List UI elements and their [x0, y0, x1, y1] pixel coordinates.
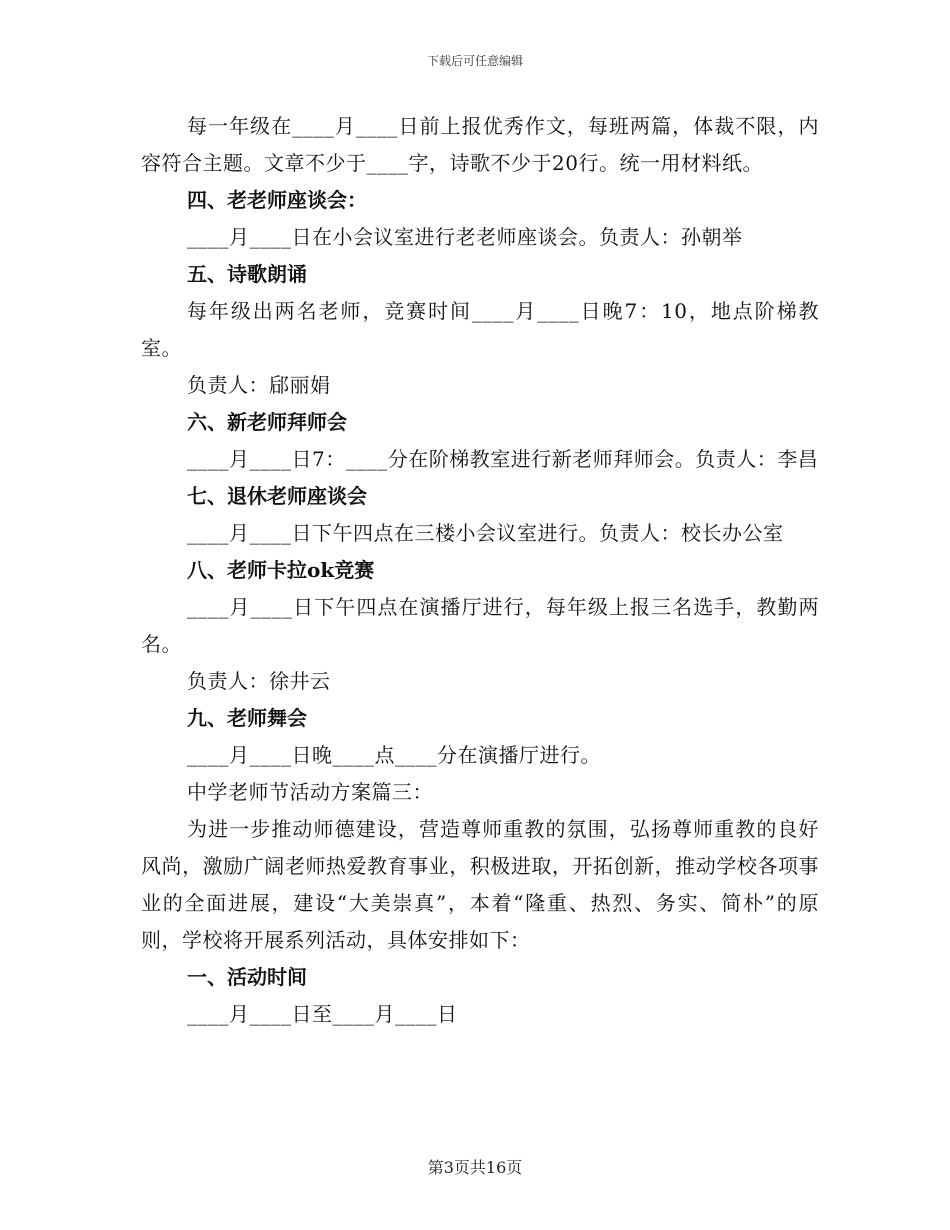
- section-heading: 四、老老师座谈会：: [187, 188, 367, 212]
- paragraph: ____月____日下午四点在演播厅进行，每年级上报三名选手，教勤两名。: [141, 595, 819, 656]
- page-header: 下载后可任意编辑: [426, 54, 523, 68]
- paragraph: 负责人：徐井云: [187, 669, 331, 693]
- paragraph: 中学老师节活动方案篇三：: [187, 780, 433, 804]
- page-number: 第3页共16页: [427, 1158, 523, 1177]
- paragraph: ____月____日下午四点在三楼小会议室进行。负责人：校长办公室: [187, 521, 784, 545]
- paragraph: 每年级出两名老师，竞赛时间____月____日晚7：10，地点阶梯教室。: [141, 299, 819, 360]
- section-heading: 八、老师卡拉ok竞赛: [187, 558, 375, 582]
- section-heading: 一、活动时间: [187, 965, 307, 989]
- paragraph: ____月____日7：____分在阶梯教室进行新老师拜师会。负责人：李昌: [187, 447, 819, 471]
- section-heading: 六、新老师拜师会: [187, 410, 347, 434]
- section-heading: 九、老师舞会: [187, 706, 307, 730]
- paragraph: ____月____日至____月____日: [187, 1002, 458, 1026]
- section-heading: 五、诗歌朗诵: [187, 262, 307, 286]
- section-heading: 七、退休老师座谈会: [187, 484, 367, 508]
- document-body: [141, 108, 819, 1033]
- paragraph: 每一年级在____月____日前上报优秀作文，每班两篇，体裁不限，内容符合主题。文章不少于____字，诗歌不少于20行。统一用材料纸。: [141, 114, 819, 175]
- paragraph: 负责人：郈丽娟: [187, 373, 331, 397]
- paragraph: ____月____日在小会议室进行老老师座谈会。负责人：孙朝举: [187, 225, 743, 249]
- paragraph: ____月____日晚____点____分在演播厅进行。: [187, 743, 601, 767]
- paragraph: 为进一步推动师德建设，营造尊师重教的氛围，弘扬尊师重教的良好风尚，激励广阔老师热爱教育事业，积极进取，开拓创新，推动学校各项事业的全面进展，建设“大美崇真”，本着“隆重、热烈、务实、简朴”的原则，学校将开展系列活动，具体安排如下：: [141, 817, 819, 952]
